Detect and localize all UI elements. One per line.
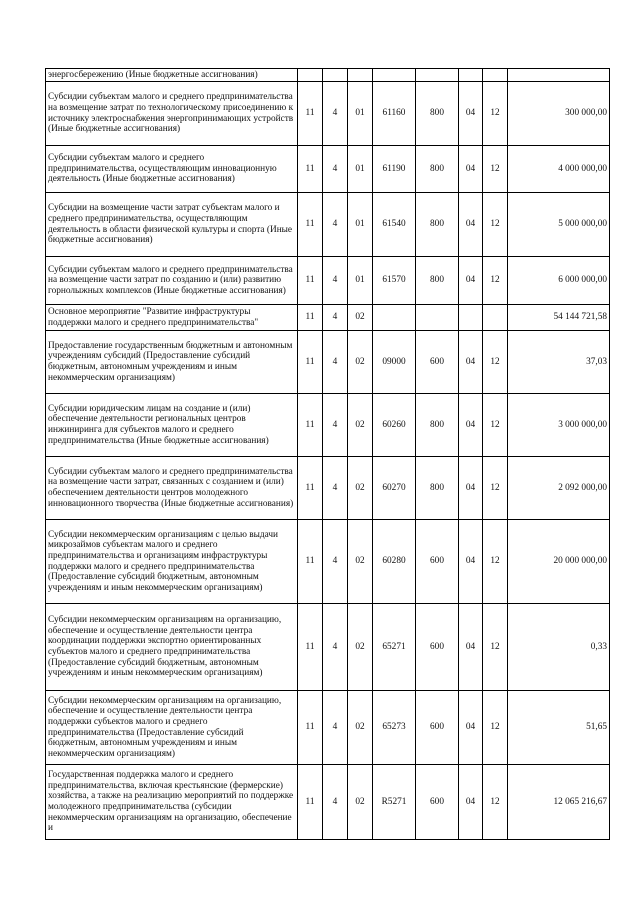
expense-type-code: 800 [416, 457, 459, 520]
subprogram-code: 4 [323, 457, 348, 520]
program-code: 11 [298, 193, 323, 257]
direction-code: R5271 [373, 765, 416, 840]
expense-type-code: 600 [416, 520, 459, 604]
expense-type-code: 800 [416, 146, 459, 193]
program-code: 11 [298, 520, 323, 604]
program-code: 11 [298, 146, 323, 193]
row-amount: 12 065 216,67 [508, 765, 610, 840]
subsection-code: 12 [483, 765, 508, 840]
expense-type-code [416, 305, 459, 331]
subsection-code: 12 [483, 331, 508, 394]
direction-code: 61540 [373, 193, 416, 257]
table-row [46, 305, 610, 331]
row-description: Предоставление государственным бюджетным и автономным учреждениям субсидий (Предоставление субсидий бюджетным, автономным учреждениям и иным некоммерческим организациям) [46, 331, 298, 394]
event-code: 01 [348, 257, 373, 305]
program-code: 11 [298, 331, 323, 394]
event-code: 01 [348, 82, 373, 146]
row-description: Государственная поддержка малого и среднего предпринимательства, включая крестьянские (фермерские) хозяйства, а также на реализацию мероприятий по поддержке молодежного предпринимательства (субсидии некоммерческим организациям на организацию, обеспечение и [46, 765, 298, 840]
direction-code: 61160 [373, 82, 416, 146]
expense-type-code: 600 [416, 604, 459, 691]
subsection-code [483, 69, 508, 82]
row-description: Субсидии некоммерческим организациям на организацию, обеспечение и осуществление деятельности центра поддержки субъектов малого и среднего предпринимательства (Предоставление субсидий бюджетным, автономным учреждениям и иным некоммерческим организациям) [46, 691, 298, 765]
table-row [46, 146, 610, 193]
subsection-code: 12 [483, 457, 508, 520]
subprogram-code: 4 [323, 394, 348, 457]
subprogram-code [323, 69, 348, 82]
direction-code: 65271 [373, 604, 416, 691]
expense-type-code: 800 [416, 193, 459, 257]
direction-code: 60280 [373, 520, 416, 604]
row-description: Субсидии некоммерческим организациям с целью выдачи микрозаймов субъектам малого и среднего предпринимательства и организациям инфраструктуры поддержки малого и среднего предпринимательства (Предоставление субсидий бюджетным, автономным учреждениям и иным некоммерческим организациям) [46, 520, 298, 604]
program-code [298, 69, 323, 82]
row-amount: 5 000 000,00 [508, 193, 610, 257]
row-amount: 6 000 000,00 [508, 257, 610, 305]
row-amount: 4 000 000,00 [508, 146, 610, 193]
subsection-code: 12 [483, 146, 508, 193]
table-row [46, 691, 610, 765]
row-amount: 2 092 000,00 [508, 457, 610, 520]
program-code: 11 [298, 257, 323, 305]
section-code: 04 [459, 394, 483, 457]
direction-code: 61570 [373, 257, 416, 305]
program-code: 11 [298, 82, 323, 146]
expense-type-code: 800 [416, 257, 459, 305]
subprogram-code: 4 [323, 604, 348, 691]
direction-code: 60270 [373, 457, 416, 520]
subsection-code [483, 305, 508, 331]
direction-code: 61190 [373, 146, 416, 193]
expense-type-code [416, 69, 459, 82]
row-description: Субсидии субъектам малого и среднего предпринимательства на возмещение части затрат, связанных с созданием и (или) обеспечением деятельности центров молодежного инновационного творчества (Иные бюджетные ассигнования) [46, 457, 298, 520]
row-amount [508, 69, 610, 82]
event-code: 02 [348, 765, 373, 840]
table-row [46, 520, 610, 604]
row-amount: 37,03 [508, 331, 610, 394]
expense-type-code: 600 [416, 765, 459, 840]
row-amount: 0,33 [508, 604, 610, 691]
direction-code [373, 305, 416, 331]
section-code: 04 [459, 457, 483, 520]
subsection-code: 12 [483, 691, 508, 765]
expense-type-code: 600 [416, 331, 459, 394]
program-code: 11 [298, 394, 323, 457]
table-row [46, 457, 610, 520]
program-code: 11 [298, 305, 323, 331]
subprogram-code: 4 [323, 146, 348, 193]
budget-table [45, 68, 610, 840]
expense-type-code: 800 [416, 394, 459, 457]
subprogram-code: 4 [323, 691, 348, 765]
table-row [46, 257, 610, 305]
section-code: 04 [459, 765, 483, 840]
subprogram-code: 4 [323, 520, 348, 604]
section-code [459, 305, 483, 331]
table-row [46, 331, 610, 394]
row-amount: 51,65 [508, 691, 610, 765]
section-code: 04 [459, 604, 483, 691]
subsection-code: 12 [483, 257, 508, 305]
subprogram-code: 4 [323, 331, 348, 394]
event-code: 01 [348, 193, 373, 257]
subsection-code: 12 [483, 394, 508, 457]
row-description: Субсидии субъектам малого и среднего предпринимательства, осуществляющим инновационную деятельность (Иные бюджетные ассигнования) [46, 146, 298, 193]
section-code: 04 [459, 193, 483, 257]
direction-code: 65273 [373, 691, 416, 765]
table-row [46, 69, 610, 82]
direction-code [373, 69, 416, 82]
program-code: 11 [298, 691, 323, 765]
event-code [348, 69, 373, 82]
event-code: 02 [348, 691, 373, 765]
subsection-code: 12 [483, 193, 508, 257]
subsection-code: 12 [483, 520, 508, 604]
section-code: 04 [459, 331, 483, 394]
event-code: 02 [348, 457, 373, 520]
section-code: 04 [459, 520, 483, 604]
direction-code: 60260 [373, 394, 416, 457]
section-code: 04 [459, 82, 483, 146]
table-row [46, 394, 610, 457]
program-code: 11 [298, 457, 323, 520]
table-row [46, 765, 610, 840]
event-code: 02 [348, 305, 373, 331]
section-code: 04 [459, 146, 483, 193]
row-description: Основное мероприятие "Развитие инфраструктуры поддержки малого и среднего предпринимательства" [46, 305, 298, 331]
direction-code: 09000 [373, 331, 416, 394]
event-code: 02 [348, 394, 373, 457]
event-code: 01 [348, 146, 373, 193]
event-code: 02 [348, 331, 373, 394]
row-description: Субсидии на возмещение части затрат субъектам малого и среднего предпринимательства, осуществляющим деятельность в области физической культуры и спорта (Иные бюджетные ассигнования) [46, 193, 298, 257]
table-row [46, 82, 610, 146]
event-code: 02 [348, 520, 373, 604]
table-row [46, 193, 610, 257]
budget-table-body [46, 69, 610, 840]
row-description: Субсидии юридическим лицам на создание и (или) обеспечение деятельности региональных центров инжиниринга для субъектов малого и среднего предпринимательства (Иные бюджетные ассигнования) [46, 394, 298, 457]
program-code: 11 [298, 765, 323, 840]
row-amount: 54 144 721,58 [508, 305, 610, 331]
row-description: энергосбережению (Иные бюджетные ассигнования) [46, 69, 298, 82]
expense-type-code: 800 [416, 82, 459, 146]
section-code [459, 69, 483, 82]
expense-type-code: 600 [416, 691, 459, 765]
event-code: 02 [348, 604, 373, 691]
section-code: 04 [459, 257, 483, 305]
subsection-code: 12 [483, 82, 508, 146]
subprogram-code: 4 [323, 82, 348, 146]
row-description: Субсидии субъектам малого и среднего предпринимательства на возмещение части затрат по созданию и (или) развитию горнолыжных комплексов (Иные бюджетные ассигнования) [46, 257, 298, 305]
subprogram-code: 4 [323, 305, 348, 331]
subsection-code: 12 [483, 604, 508, 691]
program-code: 11 [298, 604, 323, 691]
row-description: Субсидии субъектам малого и среднего предпринимательства на возмещение затрат по технологическому присоединению к источнику электроснабжения энергопринимающих устройств (Иные бюджетные ассигнования) [46, 82, 298, 146]
row-description: Субсидии некоммерческим организациям на организацию, обеспечение и осуществление деятельности центра координации поддержки экспортно ориентированных субъектов малого и среднего предпринимательства (Предоставление субсидий бюджетным, автономным учреждениям и иным некоммерческим организациям) [46, 604, 298, 691]
row-amount: 300 000,00 [508, 82, 610, 146]
subprogram-code: 4 [323, 193, 348, 257]
row-amount: 20 000 000,00 [508, 520, 610, 604]
table-row [46, 604, 610, 691]
subprogram-code: 4 [323, 257, 348, 305]
subprogram-code: 4 [323, 765, 348, 840]
row-amount: 3 000 000,00 [508, 394, 610, 457]
section-code: 04 [459, 691, 483, 765]
